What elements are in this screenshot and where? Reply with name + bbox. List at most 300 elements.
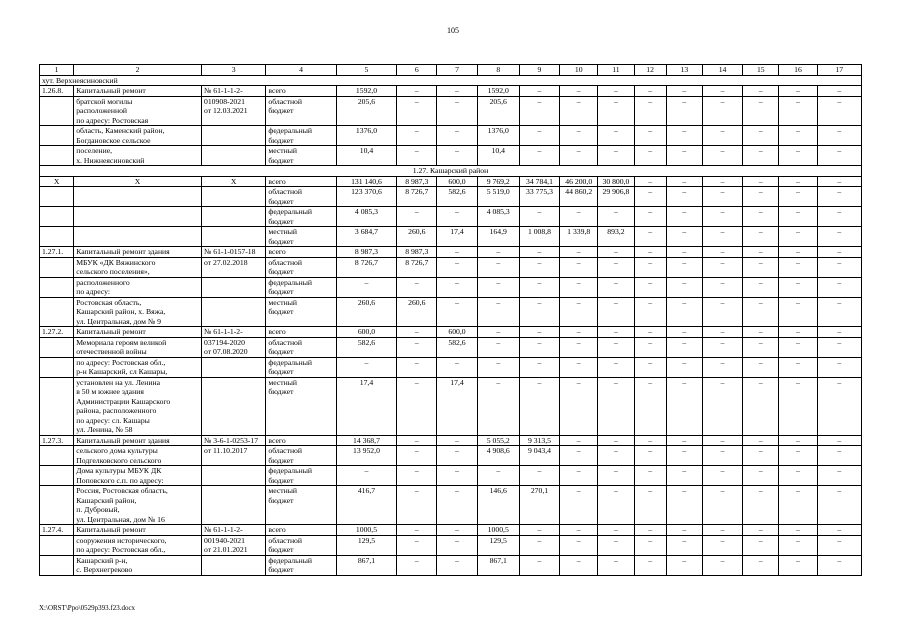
value-cell: – — [598, 535, 634, 555]
value-cell: – — [598, 126, 634, 146]
budget-table — [39, 64, 862, 576]
value-cell: – — [519, 466, 559, 486]
page-number: 105 — [447, 26, 459, 35]
value-cell: – — [743, 435, 779, 446]
value-cell: – — [397, 86, 437, 97]
value-cell: – — [437, 535, 477, 555]
value-cell: – — [437, 357, 477, 377]
value-cell: – — [743, 377, 779, 435]
table-row — [40, 525, 862, 536]
value-cell: 8 987,3 — [397, 247, 437, 258]
object-name-cell: Капитальный ремонт здания — [74, 435, 202, 446]
object-name-cell: братской могилы расположенной по адресу: Ростовская — [74, 96, 202, 126]
value-cell: – — [779, 247, 817, 258]
value-cell: – — [437, 207, 477, 227]
value-cell: – — [743, 146, 779, 166]
value-cell: 260,6 — [397, 227, 437, 247]
item-number-cell — [40, 146, 74, 166]
value-cell: 260,6 — [336, 297, 396, 327]
value-cell: – — [743, 247, 779, 258]
value-cell: 10,4 — [477, 146, 519, 166]
table-row — [40, 297, 862, 327]
value-cell: – — [666, 466, 702, 486]
column-header: 1 — [40, 65, 74, 76]
funding-source-cell: федеральный бюджет — [266, 126, 336, 146]
table-row — [40, 207, 862, 227]
value-cell: – — [702, 435, 742, 446]
value-cell: 30 800,0 — [598, 176, 634, 187]
value-cell: – — [560, 337, 598, 357]
value-cell: 5 519,0 — [477, 187, 519, 207]
funding-source-cell: местный бюджет — [266, 146, 336, 166]
value-cell: 582,6 — [437, 187, 477, 207]
value-cell: – — [666, 337, 702, 357]
object-name-cell: Дома культуры МБУК ДК Поповского с.п. по адресу: — [74, 466, 202, 486]
value-cell: – — [634, 446, 666, 466]
value-cell: – — [560, 525, 598, 536]
item-number-cell — [40, 187, 74, 207]
document-number-cell — [201, 227, 265, 247]
object-name-cell: Мемориала героям великой отечественной войны — [74, 337, 202, 357]
value-cell: – — [519, 86, 559, 97]
value-cell: – — [560, 357, 598, 377]
value-cell: – — [743, 187, 779, 207]
value-cell: – — [397, 96, 437, 126]
value-cell: – — [598, 327, 634, 338]
value-cell: – — [666, 207, 702, 227]
value-cell: – — [397, 126, 437, 146]
item-number-cell — [40, 227, 74, 247]
value-cell: – — [817, 146, 861, 166]
value-cell: – — [560, 297, 598, 327]
table-row — [40, 176, 862, 187]
value-cell: 867,1 — [336, 555, 396, 575]
value-cell: 1376,0 — [336, 126, 396, 146]
item-number-cell — [40, 297, 74, 327]
value-cell: 1 008,8 — [519, 227, 559, 247]
document-number-cell — [201, 377, 265, 435]
value-cell: – — [743, 486, 779, 525]
value-cell: 582,6 — [336, 337, 396, 357]
document-number-cell — [201, 277, 265, 297]
funding-source-cell: местный бюджет — [266, 227, 336, 247]
value-cell: – — [437, 446, 477, 466]
document-number-cell — [201, 357, 265, 377]
value-cell: – — [598, 466, 634, 486]
object-name-cell: расположенного по адресу: — [74, 277, 202, 297]
value-cell: – — [817, 486, 861, 525]
funding-source-cell: местный бюджет — [266, 377, 336, 435]
value-cell: – — [598, 207, 634, 227]
document-number-cell — [201, 187, 265, 207]
value-cell: – — [817, 277, 861, 297]
table-row — [40, 227, 862, 247]
value-cell: 13 952,0 — [336, 446, 396, 466]
column-header: 8 — [477, 65, 519, 76]
value-cell: – — [817, 525, 861, 536]
column-header: 7 — [437, 65, 477, 76]
value-cell: – — [519, 357, 559, 377]
value-cell: – — [634, 466, 666, 486]
value-cell: – — [743, 227, 779, 247]
item-number-cell — [40, 357, 74, 377]
table-row — [40, 146, 862, 166]
table-row — [40, 357, 862, 377]
funding-source-cell: областной бюджет — [266, 96, 336, 126]
funding-source-cell: всего — [266, 525, 336, 536]
value-cell: – — [779, 96, 817, 126]
column-header: 4 — [266, 65, 336, 76]
value-cell: – — [779, 86, 817, 97]
value-cell: – — [779, 446, 817, 466]
value-cell: – — [634, 96, 666, 126]
value-cell: – — [519, 207, 559, 227]
value-cell: – — [702, 96, 742, 126]
document-number-cell: № 3-6-1-0253-17 — [201, 435, 265, 446]
value-cell: – — [779, 435, 817, 446]
funding-source-cell: всего — [266, 176, 336, 187]
value-cell: 8 726,7 — [397, 257, 437, 277]
document-number-cell: № 61-1-1-2- — [201, 525, 265, 536]
value-cell: – — [519, 277, 559, 297]
table-row — [40, 486, 862, 525]
value-cell: – — [437, 247, 477, 258]
item-number-cell: 1.26.8. — [40, 86, 74, 97]
object-name-cell: МБУК «ДК Вяжинского сельского поселения», — [74, 257, 202, 277]
file-path-footer: X:\ORST\Ppo\0529p393.f23.docx — [39, 604, 136, 612]
value-cell: – — [702, 126, 742, 146]
value-cell: – — [519, 377, 559, 435]
object-name-cell: установлен на ул. Ленина в 50 м южнее здания Администрации Кашарского района, расположенного по адресу: сл. Кашары ул. Ленина, № 58 — [74, 377, 202, 435]
value-cell: – — [519, 327, 559, 338]
value-cell: – — [598, 277, 634, 297]
funding-source-cell: всего — [266, 247, 336, 258]
value-cell: – — [702, 247, 742, 258]
value-cell: 44 860,2 — [560, 187, 598, 207]
value-cell: – — [634, 187, 666, 207]
value-cell: – — [634, 377, 666, 435]
value-cell: – — [634, 337, 666, 357]
value-cell: – — [702, 525, 742, 536]
value-cell: – — [336, 466, 396, 486]
table-row — [40, 277, 862, 297]
value-cell: – — [743, 337, 779, 357]
value-cell: – — [560, 555, 598, 575]
value-cell: – — [817, 297, 861, 327]
value-cell: – — [560, 435, 598, 446]
value-cell: – — [779, 486, 817, 525]
value-cell: 164,9 — [477, 227, 519, 247]
value-cell: – — [519, 146, 559, 166]
table-row — [40, 555, 862, 575]
value-cell: – — [817, 377, 861, 435]
document-number-cell: X — [201, 176, 265, 187]
funding-source-cell: областной бюджет — [266, 535, 336, 555]
value-cell: – — [779, 176, 817, 187]
value-cell: – — [666, 377, 702, 435]
value-cell: – — [397, 277, 437, 297]
value-cell: 33 775,3 — [519, 187, 559, 207]
funding-source-cell: областной бюджет — [266, 446, 336, 466]
value-cell: – — [477, 297, 519, 327]
value-cell: 17,4 — [336, 377, 396, 435]
value-cell: – — [560, 207, 598, 227]
value-cell: – — [634, 435, 666, 446]
value-cell: – — [702, 337, 742, 357]
value-cell: – — [702, 277, 742, 297]
value-cell: – — [743, 357, 779, 377]
object-name-cell: сооружения исторического, по адресу: Ростовская обл., — [74, 535, 202, 555]
value-cell: – — [477, 247, 519, 258]
value-cell: 600,0 — [437, 176, 477, 187]
item-number-cell: X — [40, 176, 74, 187]
value-cell: – — [779, 227, 817, 247]
value-cell: – — [519, 96, 559, 126]
value-cell: – — [743, 207, 779, 227]
document-number-cell: 010908-2021 от 12.03.2021 — [201, 96, 265, 126]
funding-source-cell: федеральный бюджет — [266, 207, 336, 227]
table-row — [40, 535, 862, 555]
value-cell: – — [560, 257, 598, 277]
value-cell: – — [634, 227, 666, 247]
funding-source-cell: областной бюджет — [266, 187, 336, 207]
value-cell: 205,6 — [477, 96, 519, 126]
value-cell: – — [560, 96, 598, 126]
value-cell: – — [666, 146, 702, 166]
value-cell: – — [336, 357, 396, 377]
value-cell: – — [743, 257, 779, 277]
column-header: 13 — [666, 65, 702, 76]
document-number-cell: № 61-1-1-2- — [201, 86, 265, 97]
value-cell: – — [666, 257, 702, 277]
value-cell: – — [634, 486, 666, 525]
table-row — [40, 337, 862, 357]
value-cell: – — [634, 297, 666, 327]
item-number-cell — [40, 126, 74, 146]
object-name-cell: X — [74, 176, 202, 187]
value-cell: – — [779, 555, 817, 575]
table-row — [40, 86, 862, 97]
value-cell: – — [598, 247, 634, 258]
value-cell: – — [666, 357, 702, 377]
value-cell: – — [666, 535, 702, 555]
table-row — [40, 466, 862, 486]
value-cell: – — [634, 176, 666, 187]
value-cell: 29 906,8 — [598, 187, 634, 207]
value-cell: – — [817, 555, 861, 575]
value-cell: – — [702, 327, 742, 338]
value-cell: 3 684,7 — [336, 227, 396, 247]
value-cell: – — [817, 247, 861, 258]
item-number-cell: 1.27.1. — [40, 247, 74, 258]
value-cell: – — [397, 207, 437, 227]
value-cell: – — [702, 146, 742, 166]
value-cell: – — [336, 277, 396, 297]
funding-source-cell: областной бюджет — [266, 257, 336, 277]
value-cell: 129,5 — [336, 535, 396, 555]
value-cell: – — [560, 86, 598, 97]
value-cell: – — [598, 377, 634, 435]
value-cell: – — [598, 357, 634, 377]
value-cell: – — [817, 187, 861, 207]
value-cell: – — [634, 86, 666, 97]
value-cell: – — [519, 525, 559, 536]
value-cell: – — [477, 327, 519, 338]
value-cell: – — [702, 486, 742, 525]
value-cell: – — [437, 486, 477, 525]
value-cell: – — [634, 247, 666, 258]
object-name-cell: по адресу: Ростовская обл., р-н Кашарский, сл Кашары, — [74, 357, 202, 377]
value-cell: – — [666, 297, 702, 327]
value-cell: – — [560, 327, 598, 338]
table-row — [40, 435, 862, 446]
value-cell: – — [666, 446, 702, 466]
value-cell: – — [560, 486, 598, 525]
value-cell: – — [437, 146, 477, 166]
column-header: 6 — [397, 65, 437, 76]
value-cell: 1376,0 — [477, 126, 519, 146]
table-row — [40, 96, 862, 126]
item-number-cell — [40, 486, 74, 525]
value-cell: – — [634, 357, 666, 377]
value-cell: – — [817, 466, 861, 486]
value-cell: – — [666, 187, 702, 207]
document-number-cell: 001940-2021 от 21.01.2021 — [201, 535, 265, 555]
value-cell: 129,5 — [477, 535, 519, 555]
value-cell: – — [560, 446, 598, 466]
value-cell: – — [743, 176, 779, 187]
value-cell: – — [817, 86, 861, 97]
column-header: 11 — [598, 65, 634, 76]
value-cell: – — [779, 207, 817, 227]
value-cell: 4 085,3 — [336, 207, 396, 227]
value-cell: – — [779, 525, 817, 536]
value-cell: 4 908,6 — [477, 446, 519, 466]
value-cell: – — [743, 96, 779, 126]
value-cell: – — [437, 257, 477, 277]
value-cell: – — [779, 146, 817, 166]
value-cell: – — [817, 435, 861, 446]
item-number-cell — [40, 535, 74, 555]
value-cell: 9 769,2 — [477, 176, 519, 187]
column-header: 5 — [336, 65, 396, 76]
value-cell: – — [437, 126, 477, 146]
value-cell: – — [666, 525, 702, 536]
value-cell: 600,0 — [336, 327, 396, 338]
value-cell: – — [817, 96, 861, 126]
value-cell: – — [634, 555, 666, 575]
item-number-cell — [40, 555, 74, 575]
value-cell: – — [634, 327, 666, 338]
document-number-cell: 037194-2020 от 07.08.2020 — [201, 337, 265, 357]
value-cell: – — [817, 176, 861, 187]
value-cell: – — [817, 227, 861, 247]
value-cell: – — [519, 126, 559, 146]
value-cell: – — [519, 257, 559, 277]
value-cell: – — [666, 227, 702, 247]
value-cell: – — [702, 535, 742, 555]
value-cell: – — [437, 555, 477, 575]
value-cell: – — [560, 535, 598, 555]
value-cell: – — [397, 486, 437, 525]
object-name-cell: Кашарский р-н, с. Верхнегреково — [74, 555, 202, 575]
value-cell: – — [666, 247, 702, 258]
value-cell: – — [519, 337, 559, 357]
value-cell: – — [779, 357, 817, 377]
funding-source-cell: всего — [266, 435, 336, 446]
table-row — [40, 446, 862, 466]
value-cell: – — [598, 525, 634, 536]
object-name-cell: Капитальный ремонт — [74, 327, 202, 338]
object-name-cell — [74, 227, 202, 247]
column-header: 15 — [743, 65, 779, 76]
value-cell: – — [560, 466, 598, 486]
value-cell: – — [477, 466, 519, 486]
value-cell: 34 784,1 — [519, 176, 559, 187]
object-name-cell — [74, 187, 202, 207]
value-cell: – — [702, 555, 742, 575]
value-cell: – — [397, 337, 437, 357]
value-cell: – — [779, 337, 817, 357]
value-cell: 867,1 — [477, 555, 519, 575]
value-cell: – — [397, 357, 437, 377]
value-cell: 10,4 — [336, 146, 396, 166]
column-header: 17 — [817, 65, 861, 76]
value-cell: – — [743, 555, 779, 575]
funding-source-cell: федеральный бюджет — [266, 555, 336, 575]
item-number-cell — [40, 207, 74, 227]
value-cell: – — [743, 297, 779, 327]
document-number-cell: от 11.10.2017 — [201, 446, 265, 466]
document-number-cell: № 61-1-0157-18 — [201, 247, 265, 258]
value-cell: – — [743, 466, 779, 486]
document-number-cell — [201, 297, 265, 327]
value-cell: – — [702, 176, 742, 187]
value-cell: 9 313,5 — [519, 435, 559, 446]
value-cell: – — [634, 207, 666, 227]
value-cell: 893,2 — [598, 227, 634, 247]
item-number-cell: 1.27.2. — [40, 327, 74, 338]
value-cell: – — [702, 446, 742, 466]
value-cell: – — [634, 126, 666, 146]
value-cell: – — [779, 277, 817, 297]
value-cell: – — [519, 535, 559, 555]
value-cell: 17,4 — [437, 227, 477, 247]
value-cell: – — [702, 377, 742, 435]
value-cell: – — [702, 227, 742, 247]
funding-source-cell: местный бюджет — [266, 297, 336, 327]
funding-source-cell: федеральный бюджет — [266, 277, 336, 297]
value-cell: – — [437, 525, 477, 536]
value-cell: 146,6 — [477, 486, 519, 525]
value-cell: 1000,5 — [477, 525, 519, 536]
value-cell: – — [560, 377, 598, 435]
object-name-cell: поселение, х. Нижнеясиновский — [74, 146, 202, 166]
value-cell: – — [817, 327, 861, 338]
value-cell: – — [817, 207, 861, 227]
value-cell: – — [702, 297, 742, 327]
item-number-cell — [40, 337, 74, 357]
header-row — [40, 65, 862, 76]
value-cell: 131 140,6 — [336, 176, 396, 187]
value-cell: – — [598, 86, 634, 97]
value-cell: – — [817, 337, 861, 357]
value-cell: – — [397, 525, 437, 536]
value-cell: – — [702, 86, 742, 97]
value-cell: – — [666, 435, 702, 446]
value-cell: 1592,0 — [477, 86, 519, 97]
value-cell: – — [598, 555, 634, 575]
